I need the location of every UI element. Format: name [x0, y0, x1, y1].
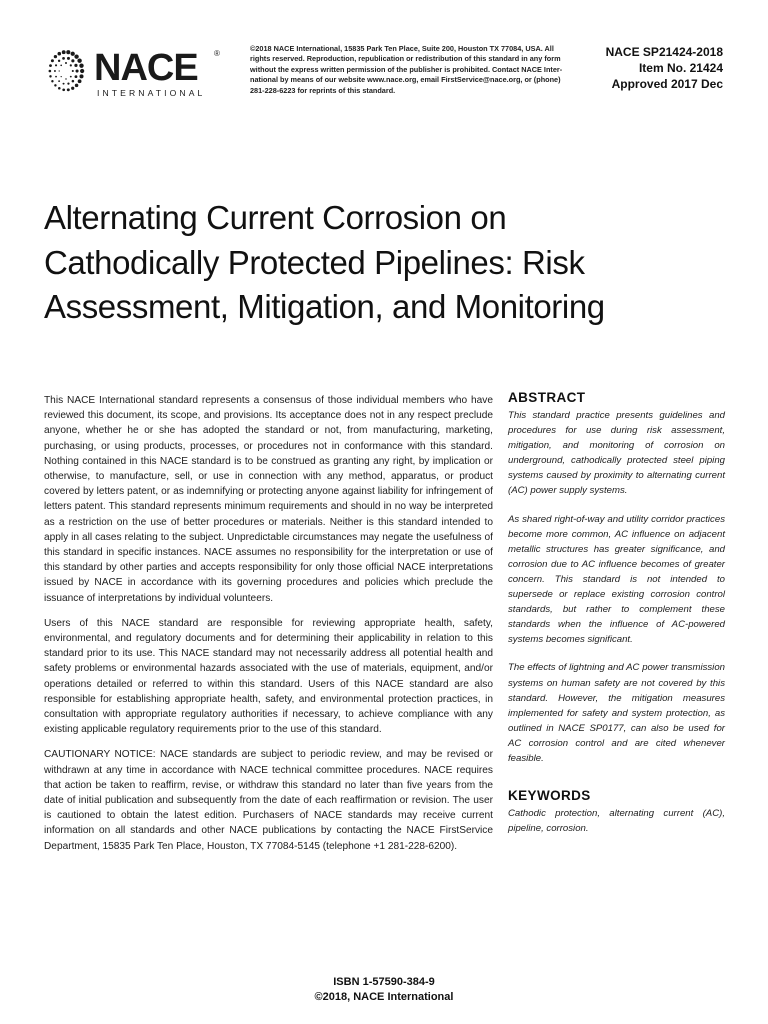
- globe-dot: [51, 80, 53, 82]
- globe-dot: [54, 55, 57, 58]
- globe-dot: [77, 59, 81, 63]
- page-footer: [250, 975, 518, 1005]
- globe-dot: [58, 87, 61, 90]
- abstract-paragraph: This standard practice presents guidelines and procedures for use during risk assessment, mitigation, and monitoring of corrosion on underground, cathodically protected steel piping systems caused by proximity to alternating current (AC) power supply systems.: [508, 410, 725, 497]
- disclaimer-paragraph: This NACE International standard represents a consensus of those individual members who have reviewed this document, its scope, and provisions. Its acceptance does not in any respect preclude anyone, whether he or she has adopted the standard or not, from manufacturing, marketing, purchasing, or using products, processes, or procedures not in conformance with this standard. Nothing contained in this NACE standard is to be construed as granting any right, by implication or otherwise, to manufacture, sell, or use in connection with any method, apparatus, or product covered by letters patent, or as indemnifying or protecting anyone against liability for infringement of letters patent. This standard represents minimum requirements and should in no way be interpreted as a restriction on the use of better procedures or materials. Neither is this standard intended to apply in all cases relating to the subject. Unpredictable circumstances may negate the usefulness of this standard in specific instances. NACE assumes no responsibility for the interpretation or use of this standard by other parties and accepts responsibility for only those official NACE interpretations issued by NACE in accordance with its governing procedures and policies which preclude the issuance of interpretations by individual volunteers.: [44, 395, 493, 604]
- keywords-heading: KEYWORDS: [508, 788, 591, 804]
- globe-dot: [58, 80, 60, 82]
- footer-copyright: ©2018, NACE International: [314, 991, 454, 1003]
- globe-dot: [70, 76, 72, 78]
- globe-dot: [54, 84, 56, 86]
- globe-dot: [71, 52, 75, 56]
- globe-dot: [63, 83, 65, 85]
- nace-logo: [44, 44, 224, 100]
- globe-dot: [62, 50, 66, 54]
- globe-dot: [62, 57, 65, 60]
- globe-dot: [75, 84, 79, 88]
- globe-dot: [54, 70, 56, 72]
- document-title: [44, 196, 734, 330]
- globe-dot: [75, 75, 78, 78]
- globe-dot: [60, 65, 62, 67]
- globe-dot: [65, 62, 67, 64]
- copyright-line: ©2018 NACE International, 15835 Park Ten Place, Suite 200, Houston TX 77084, USA. All: [250, 44, 554, 53]
- globe-dot: [74, 54, 78, 58]
- disclaimer-column: [44, 393, 493, 864]
- globe-dot: [79, 74, 83, 78]
- globe-dot: [58, 52, 62, 56]
- document-metadata: [580, 44, 723, 92]
- globe-dot: [66, 50, 70, 54]
- globe-dot: [55, 64, 57, 66]
- disclaimer-paragraph: Users of this NACE standard are responsible for reviewing appropriate health, safety, environmental, and regulatory documents and for determining their applicability in relation to this standard prior to its use. This NACE standard may not necessarily address all potential health and safety problems or environmental hazards associated with the use of materials, equipment, and/or operations detailed or referred to within this standard. Users of this NACE standard are also responsible for establishing appropriate health, safety, and environmental protection practices, in consultation with appropriate regulatory authorities if necessary, to achieve compliance with any existing applicable regulatory requirements prior to the use of this standard.: [44, 617, 493, 736]
- keywords-text: Cathodic protection, alternating current (AC), pipeline, corrosion.: [508, 808, 725, 835]
- abstract-heading: ABSTRACT: [508, 390, 586, 405]
- globe-dot: [55, 76, 57, 78]
- logo-wordmark: NACE: [94, 47, 198, 89]
- globe-dot: [59, 70, 60, 71]
- globe-dot: [67, 57, 70, 60]
- globe-dot: [72, 80, 75, 83]
- copyright-line: national by means of our website www.nace.org, email FirstService@nace.org, or (phone): [250, 75, 561, 85]
- globe-icon: [49, 50, 85, 91]
- nace-logo-graphic: [44, 44, 224, 100]
- registered-mark: ®: [214, 49, 220, 58]
- globe-dot: [61, 76, 62, 77]
- isbn: ISBN 1-57590-384-9: [333, 976, 435, 988]
- globe-dot: [49, 70, 52, 73]
- abstract-column: [508, 390, 725, 849]
- globe-dot: [74, 64, 77, 67]
- disclaimer-paragraph: CAUTIONARY NOTICE: NACE standards are subject to periodic review, and may be revised or withdrawn at any time in accordance with NACE technical committee procedures. NACE requires that action be taken to reaffirm, revise, or withdraw this standard no later than five years from the date of initial publication and subsequently from the date of each reaffirmation or revision. The user is cautioned to obtain the latest edition. Purchasers of NACE standards may receive current information on all standards and other NACE publications by contacting the NACE FirstService Department, 15835 Park Ten Place, Houston, TX 77084-5145 (telephone +1 281-228-6200).: [44, 749, 493, 852]
- globe-dot: [58, 60, 60, 62]
- globe-dot: [65, 78, 66, 79]
- logo-subtitle: INTERNATIONAL: [97, 88, 206, 98]
- globe-dot: [70, 64, 72, 66]
- globe-dot: [80, 69, 84, 73]
- globe-dot: [76, 69, 79, 72]
- title-line: Assessment, Mitigation, and Monitoring: [44, 288, 605, 325]
- doc-number: NACE SP21424-2018: [605, 45, 723, 59]
- copyright-notice: [250, 44, 580, 96]
- globe-dot: [71, 59, 74, 62]
- globe-dot: [79, 63, 83, 67]
- globe-dot: [49, 64, 52, 67]
- globe-dot: [72, 70, 74, 72]
- globe-dot: [67, 83, 69, 85]
- globe-dot: [62, 88, 65, 91]
- title-line: Cathodically Protected Pipelines: Risk: [44, 243, 585, 281]
- globe-dot: [67, 88, 70, 91]
- globe-dot: [51, 59, 54, 62]
- item-number: Item No. 21424: [638, 61, 723, 75]
- abstract-paragraph: The effects of lightning and AC power transmission systems on human safety are not covered by this standard. However, the mitigation measures implemented for safety and system protection, as outlined in NACE SP0177, can also be used for AC corrosion control and are cited whenever feasible.: [508, 662, 725, 764]
- globe-dot: [49, 75, 51, 77]
- approved-date: Approved 2017 Dec: [611, 77, 723, 91]
- globe-dot: [78, 79, 82, 83]
- copyright-line: without the express written permission of the publisher is prohibited. Contact NACE Inter-: [250, 64, 563, 74]
- abstract-paragraph: As shared right-of-way and utility corridor practices become more common, AC influence on adjacent metallic structures has greater significance, and corrosion due to AC influence becomes of greater concern. This standard is not intended to supersede or replace existing corrosion control standards, but rather to complement these standards when the influence of AC-powered systems becomes significant.: [508, 513, 725, 646]
- copyright-line: 281-228-6223 for reprints of this standard.: [250, 85, 396, 95]
- copyright-line: rights reserved. Reproduction, republication or redistribution of this standard in any form: [250, 54, 561, 64]
- globe-dot: [71, 87, 74, 90]
- title-line: Alternating Current Corrosion on: [44, 199, 507, 236]
